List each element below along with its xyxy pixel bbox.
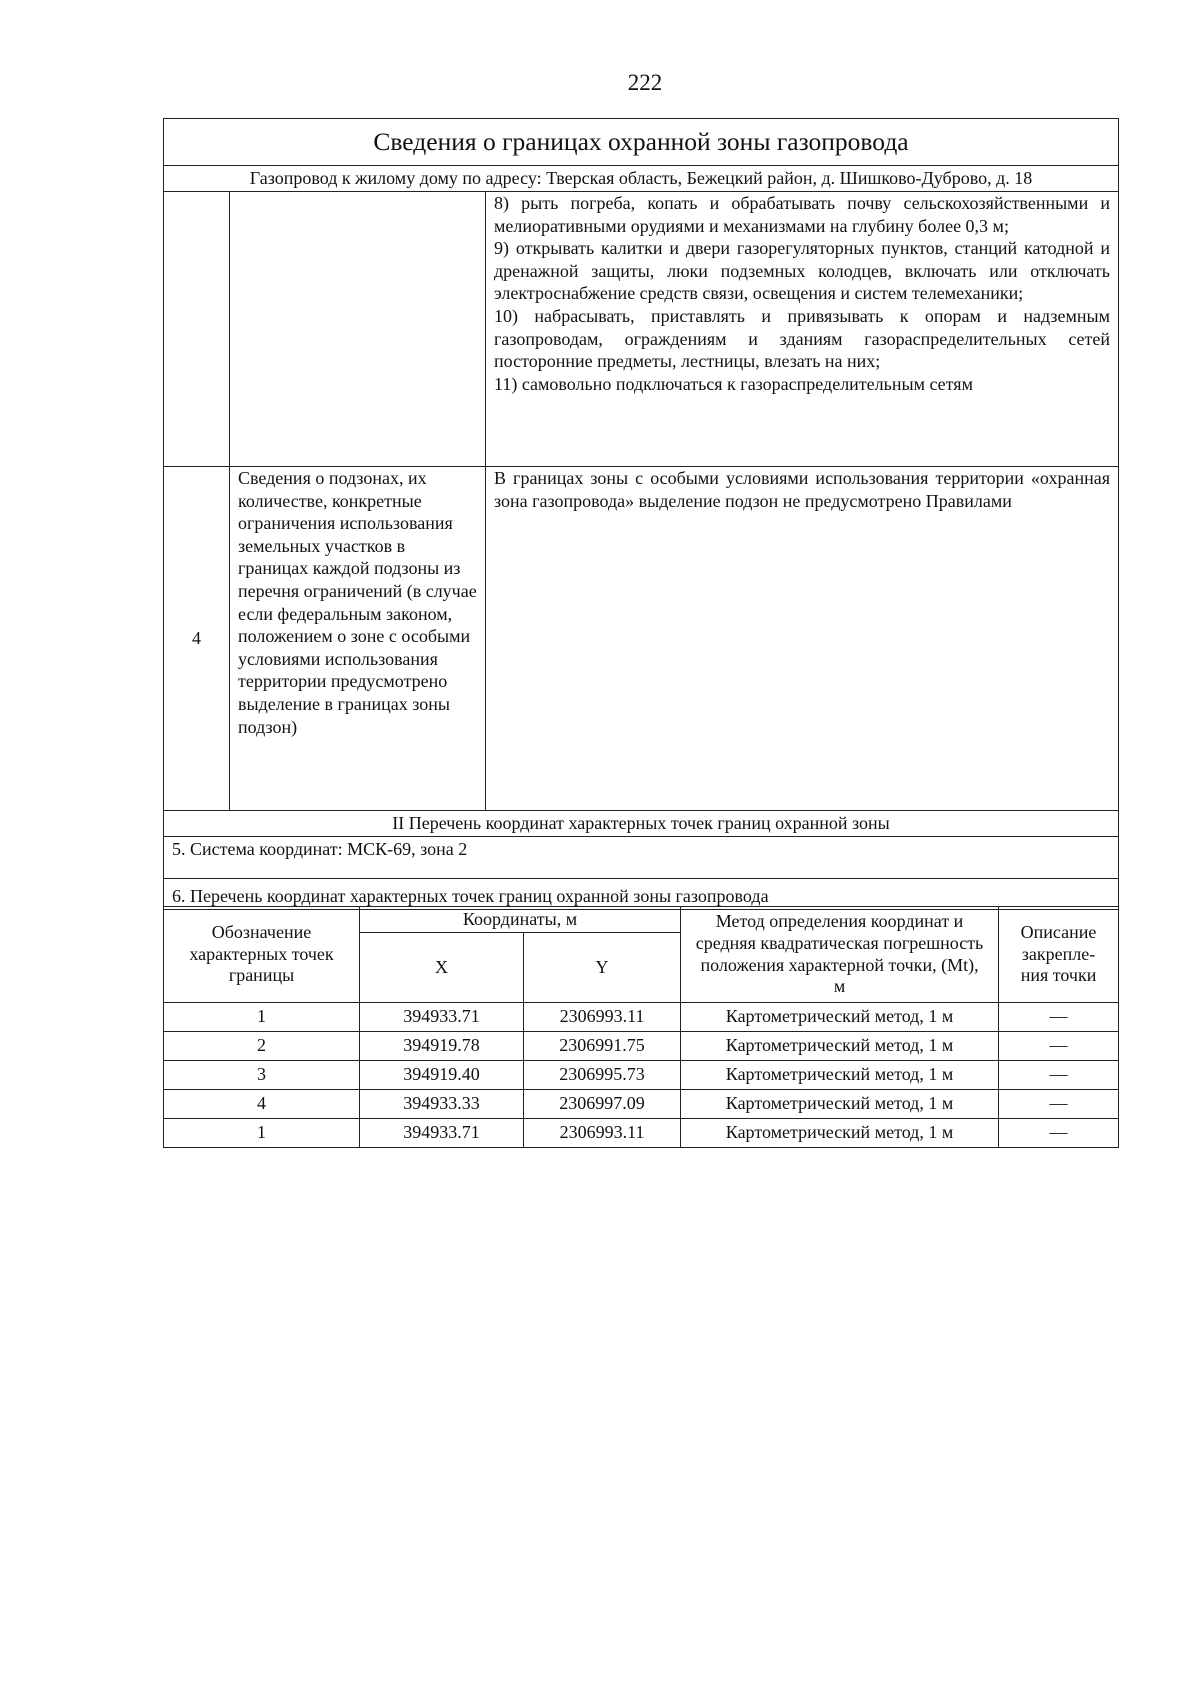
method-cell: Картометрический метод, 1 м bbox=[681, 1061, 999, 1090]
y-cell: 2306997.09 bbox=[524, 1090, 681, 1119]
method-cell: Картометрический метод, 1 м bbox=[681, 1003, 999, 1032]
address-line: Газопровод к жилому дому по адресу: Тверская область, Бежецкий район, д. Шишково-Дуброво, д. 18 bbox=[164, 166, 1119, 192]
section-2-title: II Перечень координат характерных точек границ охранной зоны bbox=[164, 811, 1119, 837]
point-cell: 3 bbox=[164, 1061, 360, 1090]
x-cell: 394919.78 bbox=[360, 1032, 524, 1061]
method-cell: Картометрический метод, 1 м bbox=[681, 1090, 999, 1119]
coordinates-table bbox=[163, 906, 1119, 1148]
header-row bbox=[164, 907, 1119, 933]
point-cell: 1 bbox=[164, 1003, 360, 1032]
table-row bbox=[164, 1061, 1119, 1090]
method-cell: Картометрический метод, 1 м bbox=[681, 1119, 999, 1148]
document-title: Сведения о границах охранной зоны газопровода bbox=[164, 119, 1119, 166]
row-label-cell bbox=[230, 192, 486, 467]
header-coordinates: Координаты, м bbox=[360, 907, 681, 933]
row-label-cell: Сведения о подзонах, их количестве, конкретные ограничения использования земельных участков в границах каждой подзоны из перечня ограничений (в случае если федеральным законом, положением о зоне с особыми условиями использования территории предусмотрено выделение в границах зоны подзон) bbox=[230, 467, 486, 811]
table-row bbox=[164, 1119, 1119, 1148]
description-cell: — bbox=[999, 1061, 1119, 1090]
restrictions-cell bbox=[486, 192, 1119, 467]
description-cell: — bbox=[999, 1032, 1119, 1061]
page-number: 222 bbox=[627, 70, 663, 95]
row-value-cell bbox=[486, 467, 1119, 811]
title-row bbox=[164, 119, 1119, 166]
x-cell: 394919.40 bbox=[360, 1061, 524, 1090]
point-cell: 4 bbox=[164, 1090, 360, 1119]
x-cell: 394933.33 bbox=[360, 1090, 524, 1119]
subzones-text: В границах зоны с особыми условиями использования территории «охранная зона газопровода» выделение подзон не предусмотрено Правилами bbox=[494, 468, 1111, 511]
table-row bbox=[164, 1003, 1119, 1032]
table-row bbox=[164, 467, 1119, 811]
y-cell: 2306993.11 bbox=[524, 1003, 681, 1032]
coord-system-row bbox=[164, 837, 1119, 879]
table-row bbox=[164, 1032, 1119, 1061]
header-point: Обозначение характерных точек границы bbox=[164, 907, 360, 1003]
point-cell: 1 bbox=[164, 1119, 360, 1148]
header-description: Описание закрепле-ния точки bbox=[999, 907, 1119, 1003]
restriction-item: 8) рыть погреба, копать и обрабатывать почву сельскохозяйственными и мелиоративными орудиями и механизмами на глубину более 0,3 м; bbox=[494, 193, 1111, 236]
y-cell: 2306995.73 bbox=[524, 1061, 681, 1090]
restriction-item: 9) открывать калитки и двери газорегуляторных пунктов, станций катодной и дренажной защиты, люки подземных колодцев, включать или отключать электроснабжение средств связи, освещения и систем телемеханики; bbox=[494, 238, 1111, 304]
points-list-title: 6. Перечень координат характерных точек границ охранной зоны газопровода bbox=[164, 879, 1119, 910]
y-cell: 2306991.75 bbox=[524, 1032, 681, 1061]
section-row bbox=[164, 811, 1119, 837]
method-cell: Картометрический метод, 1 м bbox=[681, 1032, 999, 1061]
table-row bbox=[164, 1090, 1119, 1119]
header-y: Y bbox=[524, 933, 681, 1003]
header-method: Метод определения координат и средняя квадратическая погрешность положения характерной точки, (Mt), м bbox=[681, 907, 999, 1003]
x-cell: 394933.71 bbox=[360, 1119, 524, 1148]
description-cell: — bbox=[999, 1090, 1119, 1119]
description-cell: — bbox=[999, 1119, 1119, 1148]
table-row bbox=[164, 192, 1119, 467]
zone-info-table bbox=[163, 118, 1119, 910]
x-cell: 394933.71 bbox=[360, 1003, 524, 1032]
coordinate-system: 5. Система координат: МСК-69, зона 2 bbox=[164, 837, 1119, 879]
restriction-item: 11) самовольно подключаться к газораспределительным сетям bbox=[494, 373, 973, 394]
row-number-cell: 4 bbox=[164, 467, 230, 811]
points-list-row bbox=[164, 879, 1119, 910]
point-cell: 2 bbox=[164, 1032, 360, 1061]
restriction-item: 10) набрасывать, приставлять и привязывать к опорам и надземным газопроводам, ограждениям и зданиям газораспределительных сетей посторонние предметы, лестницы, влезать на них; bbox=[494, 305, 1111, 372]
description-cell: — bbox=[999, 1003, 1119, 1032]
row-number-cell bbox=[164, 192, 230, 467]
header-x: X bbox=[360, 933, 524, 1003]
address-row bbox=[164, 166, 1119, 192]
y-cell: 2306993.11 bbox=[524, 1119, 681, 1148]
